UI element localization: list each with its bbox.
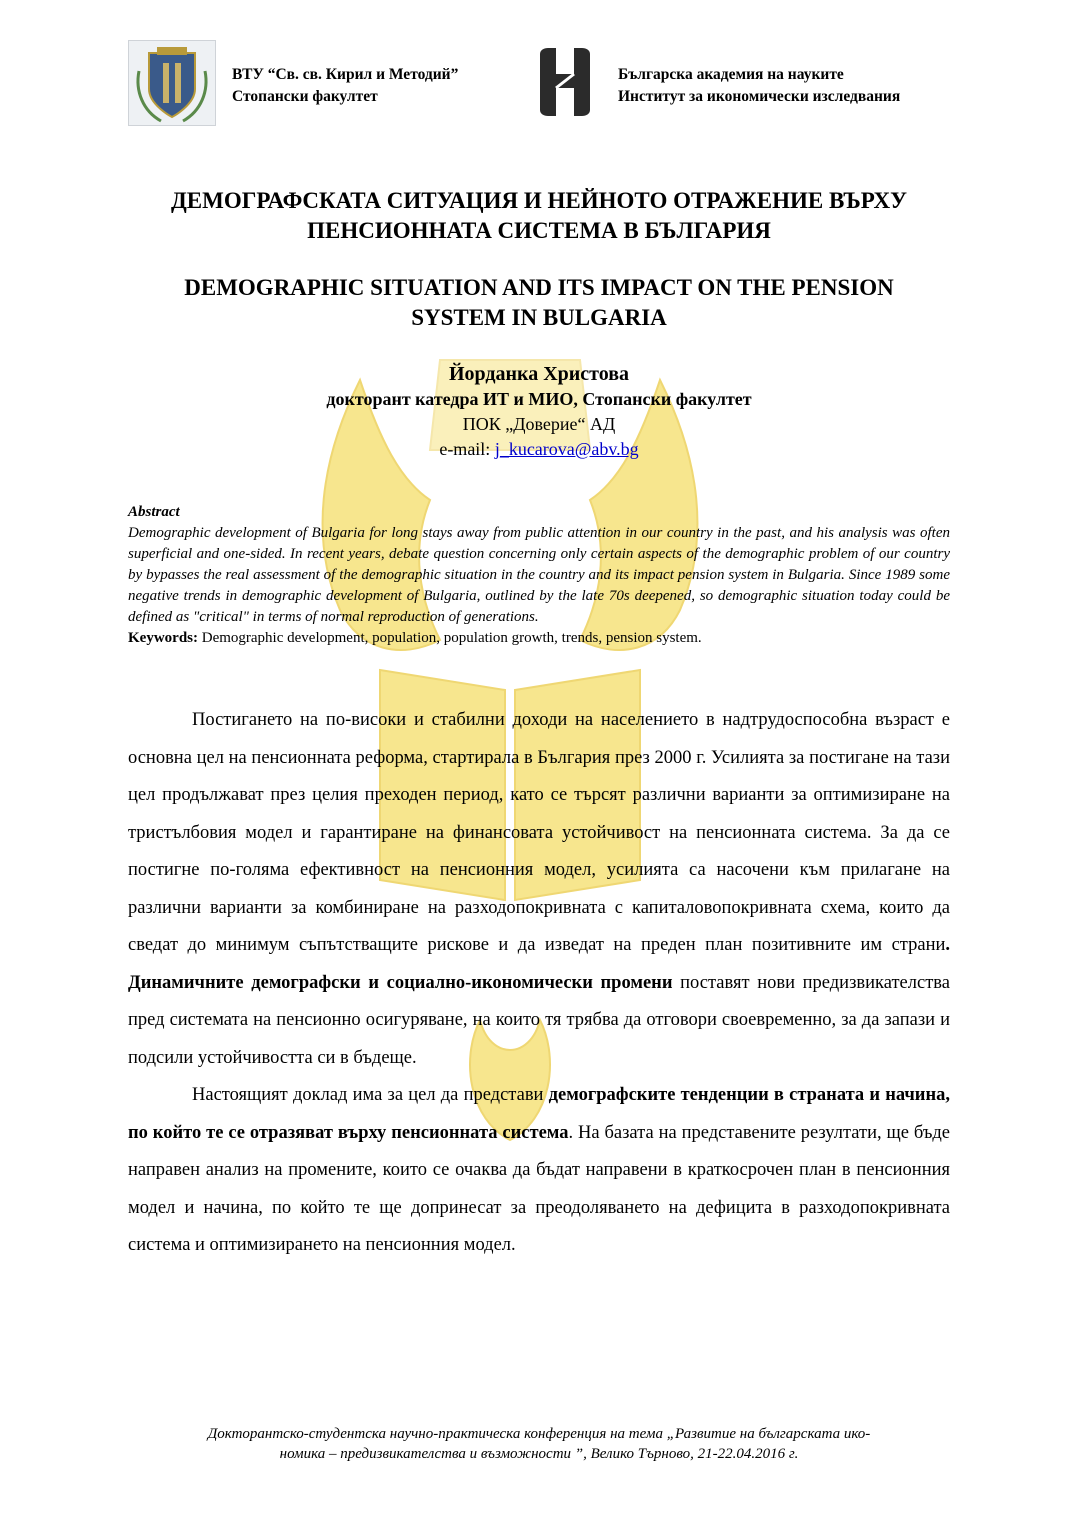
abstract-text: Demographic development of Bulgaria for long stays away from public attention in our country in the past, and his analysis was often superficial and one-sided. In recent years, debate question concerning only certain aspects of the demographic problem of our country by bypasses the real assessment of the demographic situation in the country and its impact pension system in Bulgaria. Since 1989 some negative trends in demographic development of Bulgaria, outlined by the late 70s deepened, so demographic situation today could be defined as "critical" in terms of normal reproduction of generations. xyxy=(128,525,950,625)
email-label: e-mail: xyxy=(439,439,495,459)
abstract-section xyxy=(128,502,950,649)
paragraph-2 xyxy=(128,1077,950,1265)
keywords-label: Keywords: xyxy=(128,630,198,646)
author-affiliation: ПОК „Доверие“ АД xyxy=(462,414,616,434)
email-link[interactable]: j_kucarova@abv.bg xyxy=(494,439,639,459)
title-english-line1: DEMOGRAPHIC SITUATION AND ITS IMPACT ON THE PENSION xyxy=(184,275,894,300)
title-english-line2: SYSTEM IN BULGARIA xyxy=(411,305,667,330)
university-crest-logo xyxy=(128,40,216,126)
title-english xyxy=(128,273,950,333)
university-name-line1: ВТУ “Св. св. Кирил и Методий” xyxy=(232,66,459,83)
title-bulgarian-line1: ДЕМОГРАФСКАТА СИТУАЦИЯ И НЕЙНОТО ОТРАЖЕНИЕ ВЪРХУ xyxy=(170,188,908,213)
faculty-name: Стопански факултет xyxy=(232,88,378,105)
paragraph-1-text-c: поставят нови предизвикателства пред системата на пенсионно осигуряване, на които тя трябва да отговори своевременно, за да запази и подсили устойчивостта си в бъдеще. xyxy=(128,972,950,1068)
institute-name: Институт за икономически изследвания xyxy=(618,88,901,105)
title-bulgarian-line2: ПЕНСИОННАТА СИСТЕМА В БЪЛГАРИЯ xyxy=(307,218,771,243)
paragraph-2-text-a: Настоящият доклад има за цел да представи xyxy=(192,1085,549,1105)
academy-name xyxy=(618,64,900,108)
institute-h-logo xyxy=(536,48,594,116)
paragraph-2-bold: демографските тенденции в страната и начина, по който те се отразяват върху пенсионната система xyxy=(128,1085,950,1143)
paragraph-2-text-c: . На базата на представените резултати, ще бъде направен анализ на промените, които се очаква да бъдат направени в краткосрочен план в пенсионния модел и начина, по който те ще допринесат за преодоляването на дефицита в разходопокривната система и оптимизирането на пенсионния модел. xyxy=(128,1122,951,1255)
paragraph-1 xyxy=(128,702,950,1077)
page-header xyxy=(128,40,950,126)
paragraph-1-text-a: Постигането на по-високи и стабилни доходи на населението в надтрудоспособна възраст е основна цел на пенсионната реформа, стартирала в България през 2000 г. Усилията за постигане на тази цел продължават през целия преходен период, като се търсят различни варианти за оптимизиране на тристълбовия модел и гарантиране на финансовата устойчивост на пенсионната система. За да се постигне по-голяма ефективност на пенсионния модел, усилията са насочени към прилагане на различни варианти за комбиниране на разходопокривната с капиталовопокривната схема, които да сведат до минимум съпътстващите рискове и да изведат на преден план позитивните им страни xyxy=(128,710,950,955)
author-department: докторант катедра ИТ и МИО, Стопански факултет xyxy=(326,389,752,409)
keywords-list: Demographic development, population, population growth, trends, pension system. xyxy=(198,630,702,646)
footer-line1: Докторантско-студентска научно-практическа конференция на тема „Развитие на българската ико- xyxy=(207,1426,871,1442)
page-footer xyxy=(128,1424,950,1464)
academy-name-line1: Българска академия на науките xyxy=(618,66,844,83)
title-bulgarian xyxy=(128,186,950,246)
keywords-line xyxy=(128,628,950,649)
author-name: Йорданка Христова xyxy=(448,363,630,385)
body-text xyxy=(128,702,950,1265)
paragraph-1-bold: . Динамичните демографски и социално-икономически промени xyxy=(128,935,950,993)
abstract-heading: Abstract xyxy=(128,504,180,520)
footer-line2: номика – предизвикателства и възможности ”, Велико Търново, 21-22.04.2016 г. xyxy=(279,1446,799,1462)
author-email-line xyxy=(128,437,950,462)
author-block xyxy=(128,362,950,462)
university-name xyxy=(232,64,458,108)
